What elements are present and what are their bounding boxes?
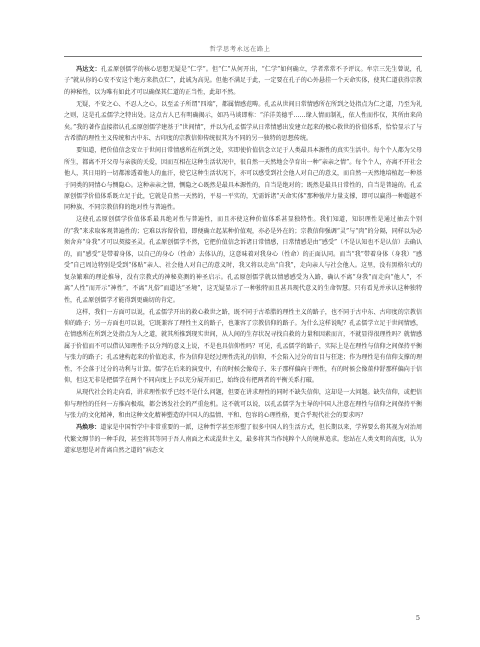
paragraph-text: 道家是中国哲学中非常重要的一派，这种哲学甚至形塑了很多中国人的生活方式，但长期以来，学界要么将其视为对治周代繁文缛节的一种手段，甚至将其等同于吾人南面之术或混世主义，最多将其当作纯粹个人的境界追求。您站在人类文明的高度，认为道家思想是对背离自然之道的“病态文 <box>64 424 422 454</box>
paragraph <box>64 214 422 306</box>
paragraph <box>64 307 422 387</box>
paragraph-text: 这使孔孟原创儒学价值体系最具绝对性与普遍性，而且亦使这种价值体系甚显独特性。我们知道，知识理性是通过抽去个别的“我”来求取客观普遍性的；它难以容留价值，即便确立起某种价值观，亦必是外在的；宗教信仰强调“灵”与“肉”的分隔，同样以为必须舍弃“身我”才可以契接圣灵。孔孟原创儒学不然，它把价值信念诉诸日常情感，日常情感是由“感受”（不是认知也不是认信）去确认的，而“感受”是带着身体，以自己的身心（性命）去体认的，这意味着对我身心（性命）的正面认同。而当“我”带着身体（身我）“感受”自己周边特别是受到“体贴”亲人、社会他人对自己的意义时，我又将以走出“自我”，走向亲人与社会他人。这里，没有黑格尔式的复杂繁难的理论推导，没有宗教式的神秘莫测的神圣启示。孔孟原创儒学就以情感感受为入路，确认不离“身我”而走向“他人”，不离“人性”而开示“神性”，不离“凡俗”而道达“圣境”，这无疑显示了一种独特而且甚具现代意义的生命智慧。只有看见并承认这种独特性，孔孟原创儒学才能得到更确切的肯定。 <box>64 216 422 304</box>
paragraph-text: 无疑，不安之心、不忍人之心，以至孟子所谓“四端”，都属情感范畴。孔孟从世间日常情感所在所到之处指点为仁之道，乃至为礼之则，这是孔孟儒学之特出处。这点古人已有明确揭示，如冯马谈即称：“洋洋美德乎……缘人情而制礼，依人性而作仪，其所由来尚矣。”我的著作直接指认孔孟原创儒学建基于“世间情”，并以为孔孟儒学从日常情感出发建立起来的极心救世的价值体系，恰恰显示了与古希腊的理性主义传统和古中东、古印度的宗教信仰传统很其为不同的另一独特的思想传统。 <box>64 100 422 143</box>
speaker-label: 冯达文： <box>76 66 101 73</box>
speaker-label: 冯焕珍： <box>76 424 101 432</box>
paragraph <box>64 99 422 145</box>
page-number: 5 <box>415 614 420 622</box>
paragraph <box>64 145 422 214</box>
page-body <box>64 64 422 457</box>
paragraph <box>64 387 422 421</box>
paragraph-text: 从现代社会的走向看，讲求理性似乎已经不是什么问题，但要在讲求理性的同时不缺失信仰，这却是一大问题。缺失信仰，或把信仰与理性的任何一方推向极端，都会诱发社会的严重危机。这不就可以说，以孔孟儒学为主导的中国人注意在理性与信仰之间保持平衡与张力的文化精神，和由这种文化精神塑造的中国人的温情、平和、包容的心理性格，更合乎现代社会的要求吗？ <box>64 389 422 420</box>
paragraph <box>64 64 422 98</box>
paragraph-text: 这样，我们一方面可以说，孔孟儒学开出的救心救世之路，既不同于古希腊的理性主义的路子，也不同于古中东、古印度的宗教信仰的路子；另一方面也可以说，它既兼容了理性主义的路子，也兼容了宗教信仰的路子。为什么这样说呢？孔孟儒学立足于世间情感，在情感所在所到之处指点为人之道，就其所推到现实世间，从人间的生存状况寻找自救的力量和因素而言，不就显得很理性吗？就情感属于价值而不可以借认知理性予以分判的意义上说，不是也具信仰性吗？可见，孔孟儒学的路子，实际上是在理性与信仰之间保持平衡与张力的路子；孔孟建构起来的价值追求，作为信仰是经过理性洗礼的信仰，不会陷入过分的盲目与狂迷；作为理性是有信仰支撑的理性，不会落于过分的功利与计算。儒学在后来的演变中，有的时候会像荀子、朱子那样偏向于理性，有的时候会像董仲舒那样偏向于信仰，但这无非是把儒学在两个不同向度上予以充分展开而已，始终没有把两者的平衡关系打破。 <box>64 308 422 385</box>
paragraph-text: 孔孟原创儒学的核心思想无疑是“仁学”。但“仁”从何开出，“仁学”如何确立，学者常常不予评议。牟宗三先生曾说，孔子“就从你的心安不安这个地方来指点仁”，此诚为高见。但他不满足于此，一定要在孔子的心外悬挂一个天命实体，使其仁道获得宗教的神秘性，以为唯有如此才可以确保其仁道的正当性，此却不然。 <box>64 66 423 96</box>
paragraph-text: 要知道，把价值信念安立于世间日常情感所在所到之处，实即使价值信念立足于人类最具本源性的真实生活中。每个个人都为父母所生，都离不开父母与亲族的关爱，因而互相在这种生活状况中，很自然一天然地会孕育出一种“亲亲之情”。每个个人，亦离不开社会他人，其日用的一切都渗透着他人的血汗，使它这种生活状况下，亦可以感受到社会他人对自己的意义，而自然一天然地培植起一种基于同类的同情心与恻隐心。这种亲亲之情，恻隐之心既然是最具本源性的，自当是绝对的；既然是最具日常性的，自当是普遍的。孔孟原创儒学价值体系既立足于此，它就是自然一天然的，平易一平实的，无需诉诸“天命实体”那种彼岸力量支撑，即可以赢得一种超越不同种族、不同宗教信仰的绝对性与普遍性。 <box>64 147 422 212</box>
header-rule <box>64 56 422 57</box>
running-header: 哲学思考永远在路上 <box>209 46 271 53</box>
paragraph <box>64 422 422 456</box>
